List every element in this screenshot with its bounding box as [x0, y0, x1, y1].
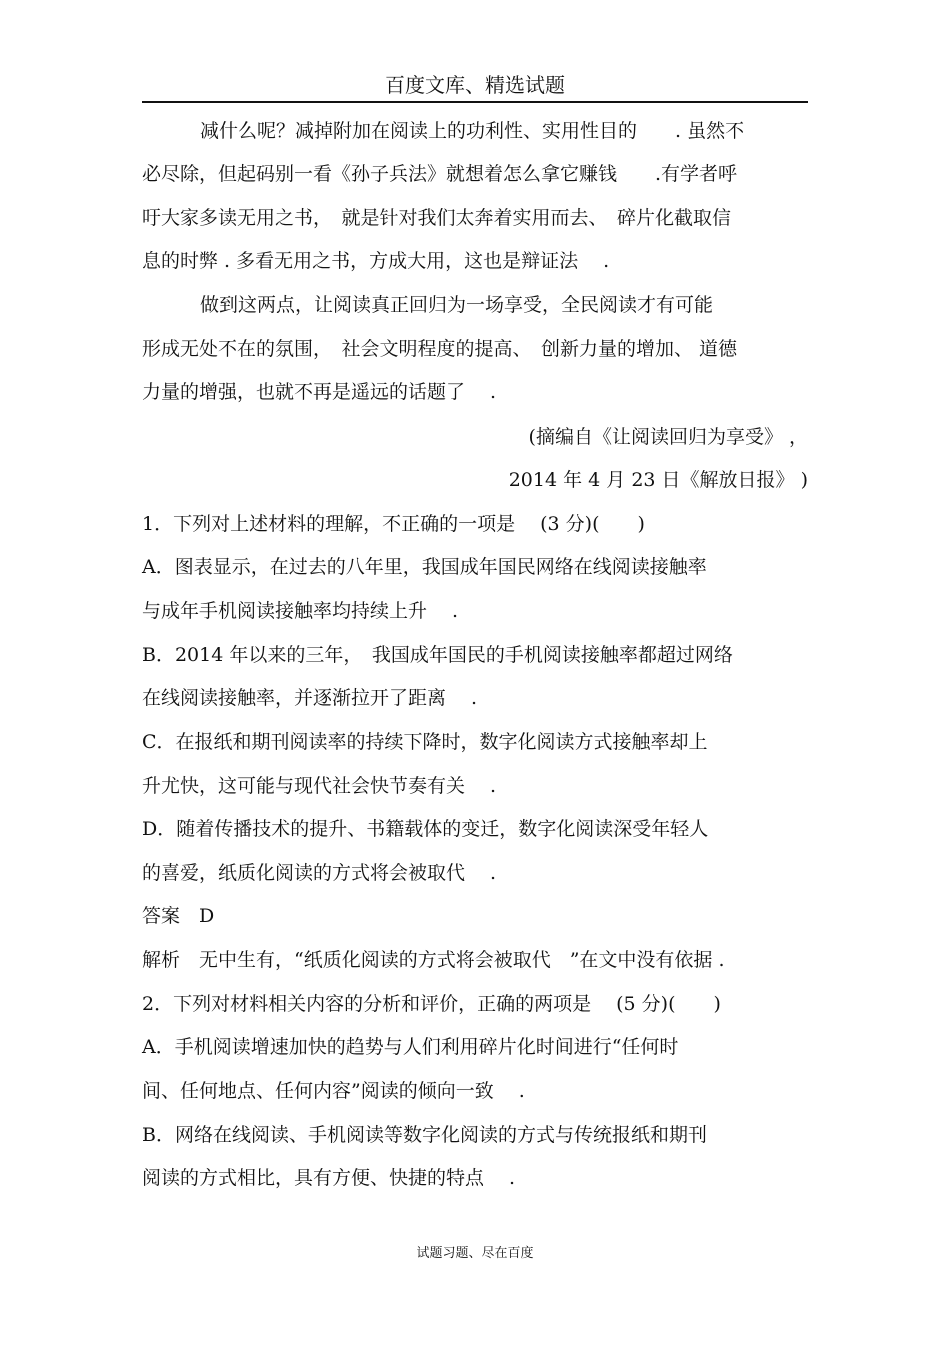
question-2-stem: 2．下列对材料相关内容的分析和评价，正确的两项是 (5 分)( ): [142, 993, 721, 1015]
paragraph-line: 息的时弊 . 多看无用之书，方成大用，这也是辩证法 .: [142, 250, 610, 272]
option-a: A．图表显示，在过去的八年里，我国成年国民网络在线阅读接触率: [142, 556, 707, 578]
option-a-cont: 间、任何地点、任何内容”阅读的倾向一致 .: [142, 1080, 525, 1102]
answer-line: 答案 D: [142, 905, 215, 927]
paragraph-line: 做到这两点，让阅读真正回归为一场享受，全民阅读才有可能: [200, 294, 714, 316]
paragraph-line: 形成无处不在的氛围， 社会文明程度的提高、 创新力量的增加、 道德: [142, 338, 738, 360]
question-1-stem: 1．下列对上述材料的理解，不正确的一项是 (3 分)( ): [142, 513, 645, 535]
option-b-cont: 在线阅读接触率，并逐渐拉开了距离 .: [142, 687, 478, 709]
header-divider: [142, 101, 808, 103]
option-b-cont: 阅读的方式相比，具有方便、快捷的特点 .: [142, 1167, 516, 1189]
analysis-line: 解析 无中生有，“纸质化阅读的方式将会被取代 ”在文中没有依据 .: [142, 949, 725, 971]
paragraph-line: 减什么呢？减掉附加在阅读上的功利性、实用性目的 . 虽然不: [200, 120, 745, 142]
option-d-cont: 的喜爱，纸质化阅读的方式将会被取代 .: [142, 862, 497, 884]
option-c-cont: 升尤快，这可能与现代社会快节奏有关 .: [142, 775, 497, 797]
source-date: 2014 年 4 月 23 日《解放日报》 ): [508, 469, 808, 491]
source-citation: (摘编自《让阅读回归为享受》 ，: [528, 426, 808, 448]
paragraph-line: 吁大家多读无用之书， 就是针对我们太奔着实用而去、 碎片化截取信: [142, 207, 732, 229]
option-b: B．网络在线阅读、手机阅读等数字化阅读的方式与传统报纸和期刊: [142, 1124, 707, 1146]
option-b: B．2014 年以来的三年， 我国成年国民的手机阅读接触率都超过网络: [142, 644, 733, 666]
page-footer: 试题习题、尽在百度: [416, 1246, 534, 1261]
paragraph-line: 力量的增强，也就不再是遥远的话题了 .: [142, 381, 497, 403]
option-d: D．随着传播技术的提升、书籍载体的变迁，数字化阅读深受年轻人: [142, 818, 709, 840]
page-header-title: 百度文库、精选试题: [385, 73, 565, 97]
option-c: C．在报纸和期刊阅读率的持续下降时，数字化阅读方式接触率却上: [142, 731, 708, 753]
option-a-cont: 与成年手机阅读接触率均持续上升 .: [142, 600, 459, 622]
paragraph-line: 必尽除，但起码别一看《孙子兵法》就想着怎么拿它赚钱 .有学者呼: [142, 163, 738, 185]
option-a: A．手机阅读增速加快的趋势与人们利用碎片化时间进行“任何时: [142, 1036, 679, 1058]
